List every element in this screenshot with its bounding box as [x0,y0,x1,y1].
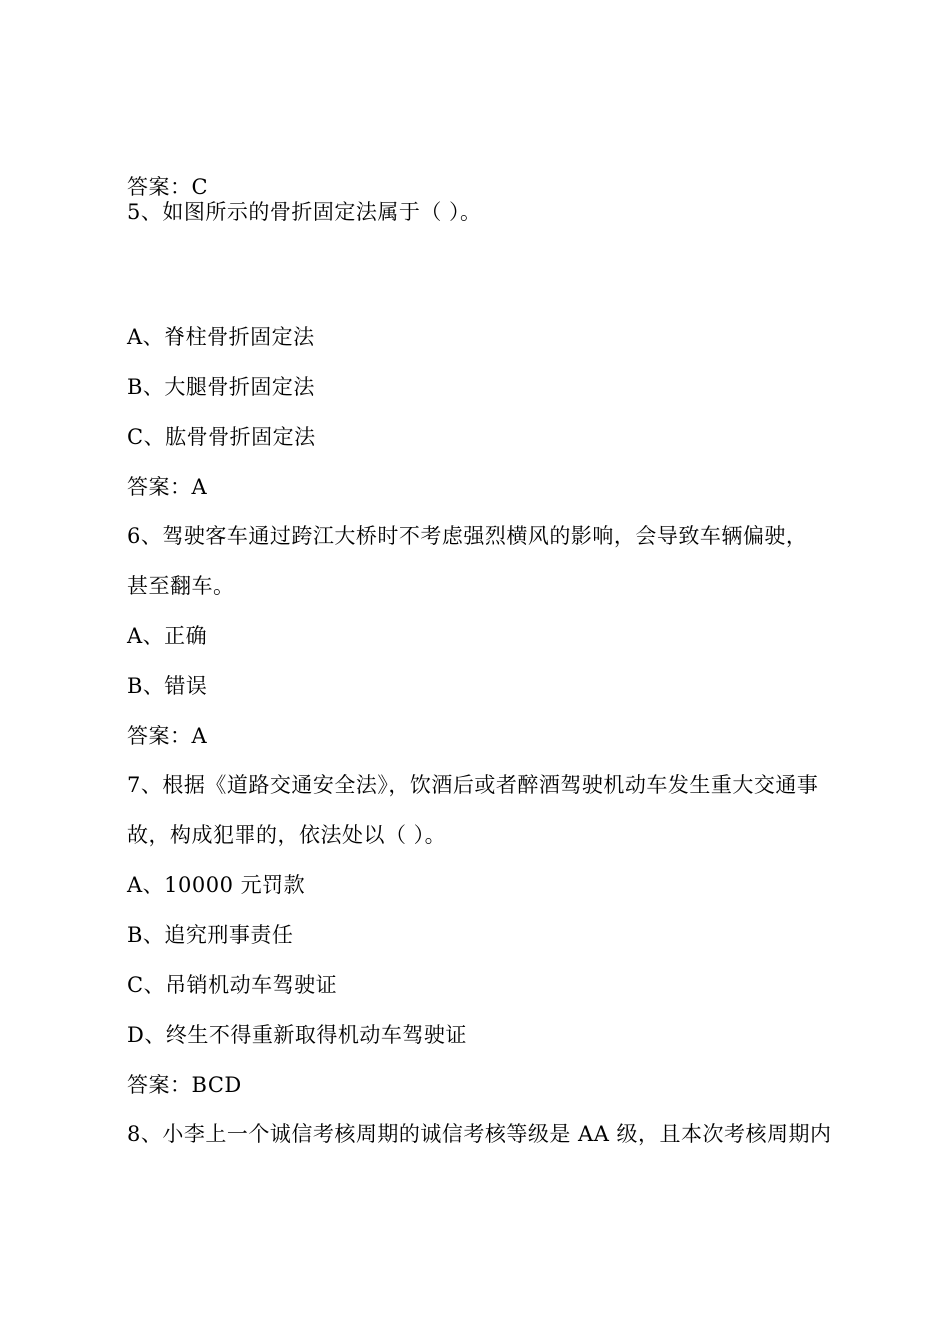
q7-answer: 答案：BCD [127,1073,242,1097]
q5-option-c: C、肱骨骨折固定法 [127,425,316,449]
q7-question-line1: 7、根据《道路交通安全法》，饮酒后或者醉酒驾驶机动车发生重大交通事 [127,773,819,797]
q7-question-line2: 故，构成犯罪的，依法处以（ ）。 [127,823,447,847]
q7-option-d: D、终生不得重新取得机动车驾驶证 [127,1023,467,1047]
q6-option-a: A、正确 [127,624,208,648]
q5-question: 5、如图所示的骨折固定法属于（ ）。 [127,200,482,224]
q6-question-line2: 甚至翻车。 [127,574,235,598]
q7-option-a: A、10000 元罚款 [127,873,306,897]
q8-question-line1: 8、小李上一个诚信考核周期的诚信考核等级是 AA 级，且本次考核周期内 [127,1122,832,1146]
q5-option-b: B、大腿骨折固定法 [127,375,315,399]
q6-option-b: B、错误 [127,674,208,698]
q6-question-line1: 6、驾驶客车通过跨江大桥时不考虑强烈横风的影响，会导致车辆偏驶， [127,524,808,548]
q6-answer: 答案：A [127,724,208,748]
q5-answer: 答案：A [127,475,208,499]
q7-option-c: C、吊销机动车驾驶证 [127,973,338,997]
q5-option-a: A、脊柱骨折固定法 [127,325,315,349]
q4-answer: 答案：C [127,175,209,199]
q7-option-b: B、追究刑事责任 [127,923,294,947]
